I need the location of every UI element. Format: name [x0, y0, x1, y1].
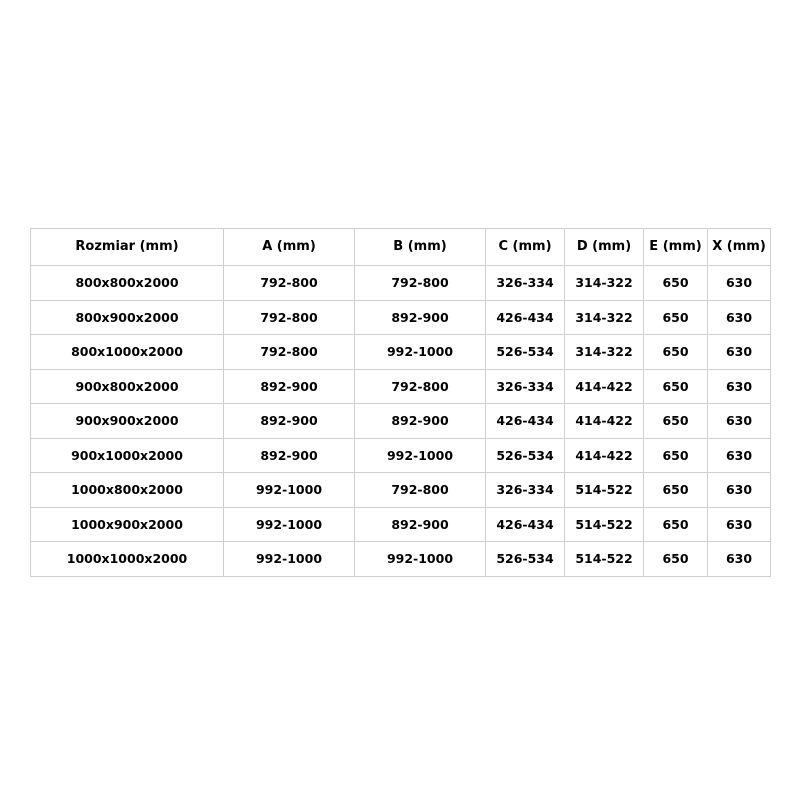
cell-size: 800x1000x2000 [31, 335, 224, 370]
cell-x: 630 [708, 266, 771, 301]
size-table [30, 228, 771, 577]
cell-a: 892-900 [224, 369, 355, 404]
column-header-x: X (mm) [708, 229, 771, 266]
cell-c: 326-334 [486, 473, 565, 508]
cell-e: 650 [644, 507, 708, 542]
cell-b: 892-900 [355, 404, 486, 439]
column-header-rozmiar: Rozmiar (mm) [31, 229, 224, 266]
cell-a: 992-1000 [224, 507, 355, 542]
cell-e: 650 [644, 266, 708, 301]
cell-x: 630 [708, 473, 771, 508]
cell-a: 792-800 [224, 266, 355, 301]
table-row [31, 369, 771, 404]
cell-b: 992-1000 [355, 438, 486, 473]
cell-e: 650 [644, 404, 708, 439]
table-row [31, 335, 771, 370]
cell-a: 992-1000 [224, 542, 355, 577]
cell-d: 414-422 [565, 369, 644, 404]
cell-e: 650 [644, 438, 708, 473]
cell-b: 992-1000 [355, 542, 486, 577]
cell-a: 792-800 [224, 335, 355, 370]
cell-d: 514-522 [565, 507, 644, 542]
size-table-container [30, 228, 770, 577]
cell-x: 630 [708, 335, 771, 370]
cell-c: 426-434 [486, 300, 565, 335]
cell-d: 314-322 [565, 300, 644, 335]
cell-size: 1000x800x2000 [31, 473, 224, 508]
cell-x: 630 [708, 507, 771, 542]
column-header-c: C (mm) [486, 229, 565, 266]
cell-size: 800x900x2000 [31, 300, 224, 335]
cell-size: 900x800x2000 [31, 369, 224, 404]
cell-b: 792-800 [355, 369, 486, 404]
cell-b: 892-900 [355, 507, 486, 542]
table-header-row [31, 229, 771, 266]
cell-d: 414-422 [565, 404, 644, 439]
table-row [31, 542, 771, 577]
column-header-e: E (mm) [644, 229, 708, 266]
cell-x: 630 [708, 300, 771, 335]
cell-d: 514-522 [565, 473, 644, 508]
column-header-a: A (mm) [224, 229, 355, 266]
cell-c: 526-534 [486, 335, 565, 370]
cell-a: 792-800 [224, 300, 355, 335]
cell-size: 1000x900x2000 [31, 507, 224, 542]
cell-e: 650 [644, 300, 708, 335]
cell-c: 426-434 [486, 404, 565, 439]
cell-x: 630 [708, 369, 771, 404]
cell-x: 630 [708, 404, 771, 439]
cell-e: 650 [644, 473, 708, 508]
table-row [31, 300, 771, 335]
table-row [31, 507, 771, 542]
column-header-b: B (mm) [355, 229, 486, 266]
cell-e: 650 [644, 369, 708, 404]
cell-x: 630 [708, 542, 771, 577]
table-row [31, 404, 771, 439]
cell-size: 900x900x2000 [31, 404, 224, 439]
cell-b: 792-800 [355, 473, 486, 508]
cell-size: 1000x1000x2000 [31, 542, 224, 577]
cell-c: 326-334 [486, 369, 565, 404]
cell-a: 992-1000 [224, 473, 355, 508]
cell-c: 526-534 [486, 542, 565, 577]
table-row [31, 266, 771, 301]
cell-e: 650 [644, 335, 708, 370]
cell-b: 892-900 [355, 300, 486, 335]
cell-d: 314-322 [565, 335, 644, 370]
cell-x: 630 [708, 438, 771, 473]
column-header-d: D (mm) [565, 229, 644, 266]
cell-c: 426-434 [486, 507, 565, 542]
cell-c: 326-334 [486, 266, 565, 301]
cell-b: 992-1000 [355, 335, 486, 370]
cell-size: 900x1000x2000 [31, 438, 224, 473]
cell-e: 650 [644, 542, 708, 577]
cell-d: 514-522 [565, 542, 644, 577]
cell-d: 414-422 [565, 438, 644, 473]
table-row [31, 473, 771, 508]
cell-size: 800x800x2000 [31, 266, 224, 301]
cell-a: 892-900 [224, 404, 355, 439]
cell-a: 892-900 [224, 438, 355, 473]
cell-b: 792-800 [355, 266, 486, 301]
cell-d: 314-322 [565, 266, 644, 301]
table-row [31, 438, 771, 473]
cell-c: 526-534 [486, 438, 565, 473]
